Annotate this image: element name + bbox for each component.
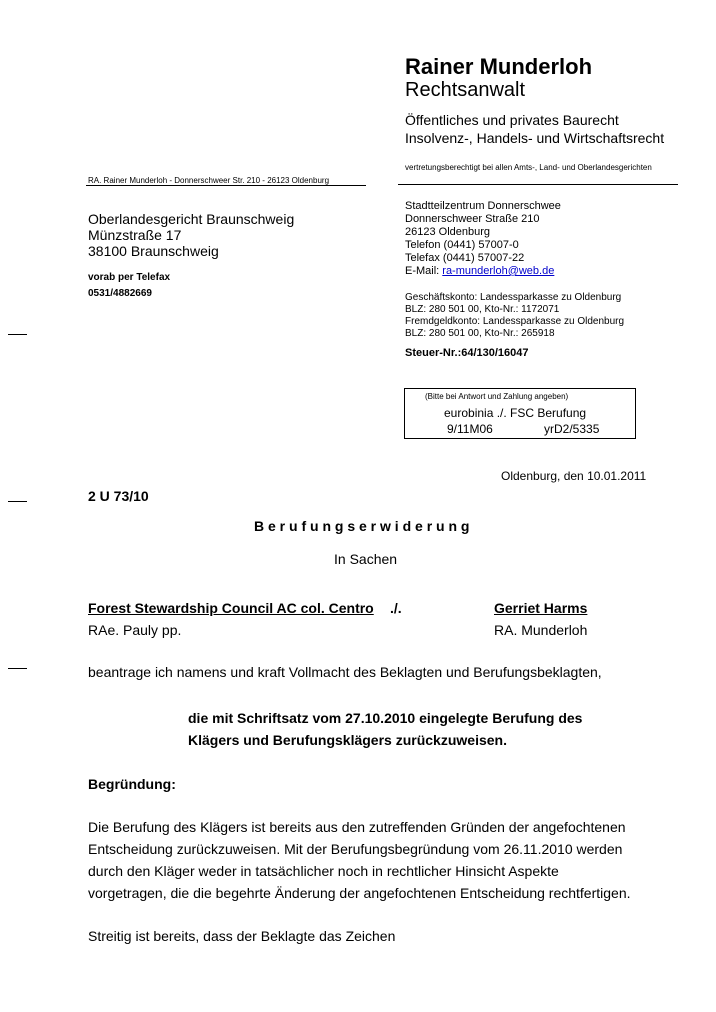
header-rule xyxy=(398,184,678,185)
office-email-row xyxy=(405,265,554,277)
specialty-1: Öffentliches und privates Baurecht xyxy=(405,112,619,128)
para1-line-1: Die Berufung des Klägers ist bereits aus den zutreffenden Gründen der angefochtenen xyxy=(88,819,626,835)
in-sachen: In Sachen xyxy=(334,551,398,567)
fold-mark-3 xyxy=(8,668,27,669)
reference-file-2: yrD2/5335 xyxy=(544,422,600,436)
motion-intro: beantrage ich namens und kraft Vollmacht des Beklagten und Berufungsbeklagten, xyxy=(88,664,602,680)
bank-line-4: BLZ: 280 501 00, Kto-Nr.: 265918 xyxy=(405,328,555,339)
plaintiff-counsel: RAe. Pauly pp. xyxy=(88,622,182,638)
recipient-line-1: Oberlandesgericht Braunschweig xyxy=(88,211,295,227)
office-line-1: Stadtteilzentrum Donnerschwee xyxy=(405,200,561,212)
recipient-line-2: Münzstraße 17 xyxy=(88,227,182,243)
para1-line-3: durch den Kläger weder in tatsächlicher noch in rechtlicher Hinsicht Aspekte xyxy=(88,863,559,879)
bank-line-2: BLZ: 280 501 00, Kto-Nr.: 1172071 xyxy=(405,304,560,315)
defendant: Gerriet Harms xyxy=(494,600,588,616)
fold-mark-2 xyxy=(8,501,27,502)
sender-line: RA. Rainer Munderloh - Donnerschweer Str. 210 - 26123 Oldenburg xyxy=(88,176,330,185)
office-line-3: 26123 Oldenburg xyxy=(405,226,491,238)
para2-line-1: Streitig ist bereits, dass der Beklagte das Zeichen xyxy=(88,928,396,944)
tax-number: Steuer-Nr.:64/130/16047 xyxy=(405,347,529,359)
admission-note: vertretungsberechtigt bei allen Amts-, Land- und Oberlandesgerichten xyxy=(405,163,652,172)
email-link[interactable]: ra-munderloh@web.de xyxy=(442,265,555,277)
sender-underline xyxy=(86,185,366,186)
motion-line-1: die mit Schriftsatz vom 27.10.2010 eingelegte Berufung des xyxy=(188,710,583,726)
office-phone: Telefon (0441) 57007-0 xyxy=(405,239,519,251)
date-line: Oldenburg, den 10.01.2011 xyxy=(501,469,647,483)
motion-line-2: Klägers und Berufungsklägers zurückzuweisen. xyxy=(188,732,507,748)
fold-mark-1 xyxy=(8,334,27,335)
fax-label: vorab per Telefax xyxy=(88,272,171,283)
para1-line-4: vorgetragen, die die begehrte Änderung der angefochtenen Entscheidung rechtfertigen. xyxy=(88,885,631,901)
reference-file-1: 9/11M06 xyxy=(447,422,493,436)
plaintiff: Forest Stewardship Council AC col. Centro xyxy=(88,600,374,616)
lawyer-title: Rechtsanwalt xyxy=(405,79,526,101)
para1-line-2: Entscheidung zurückzuweisen. Mit der Berufungsbegründung vom 26.11.2010 werden xyxy=(88,841,623,857)
specialty-2: Insolvenz-, Handels- und Wirtschaftsrecht xyxy=(405,130,665,146)
reasons-heading: Begründung: xyxy=(88,776,176,792)
recipient-line-3: 38100 Braunschweig xyxy=(88,243,219,259)
bank-line-1: Geschäftskonto: Landessparkasse zu Oldenburg xyxy=(405,292,622,303)
office-fax: Telefax (0441) 57007-22 xyxy=(405,252,525,264)
document-title: B e r u f u n g s e r w i d e r u n g xyxy=(254,518,470,534)
lawyer-name: Rainer Munderloh xyxy=(405,54,593,79)
office-line-2: Donnerschweer Straße 210 xyxy=(405,213,540,225)
bank-line-3: Fremdgeldkonto: Landessparkasse zu Oldenburg xyxy=(405,316,625,327)
reference-matter: eurobinia ./. FSC Berufung xyxy=(444,406,587,420)
reference-note: (Bitte bei Antwort und Zahlung angeben) xyxy=(425,392,569,401)
case-number: 2 U 73/10 xyxy=(88,488,149,504)
defendant-counsel: RA. Munderloh xyxy=(494,622,588,638)
versus: ./. xyxy=(390,600,402,616)
email-label: E-Mail: xyxy=(405,265,443,277)
fax-number: 0531/4882669 xyxy=(88,288,152,299)
